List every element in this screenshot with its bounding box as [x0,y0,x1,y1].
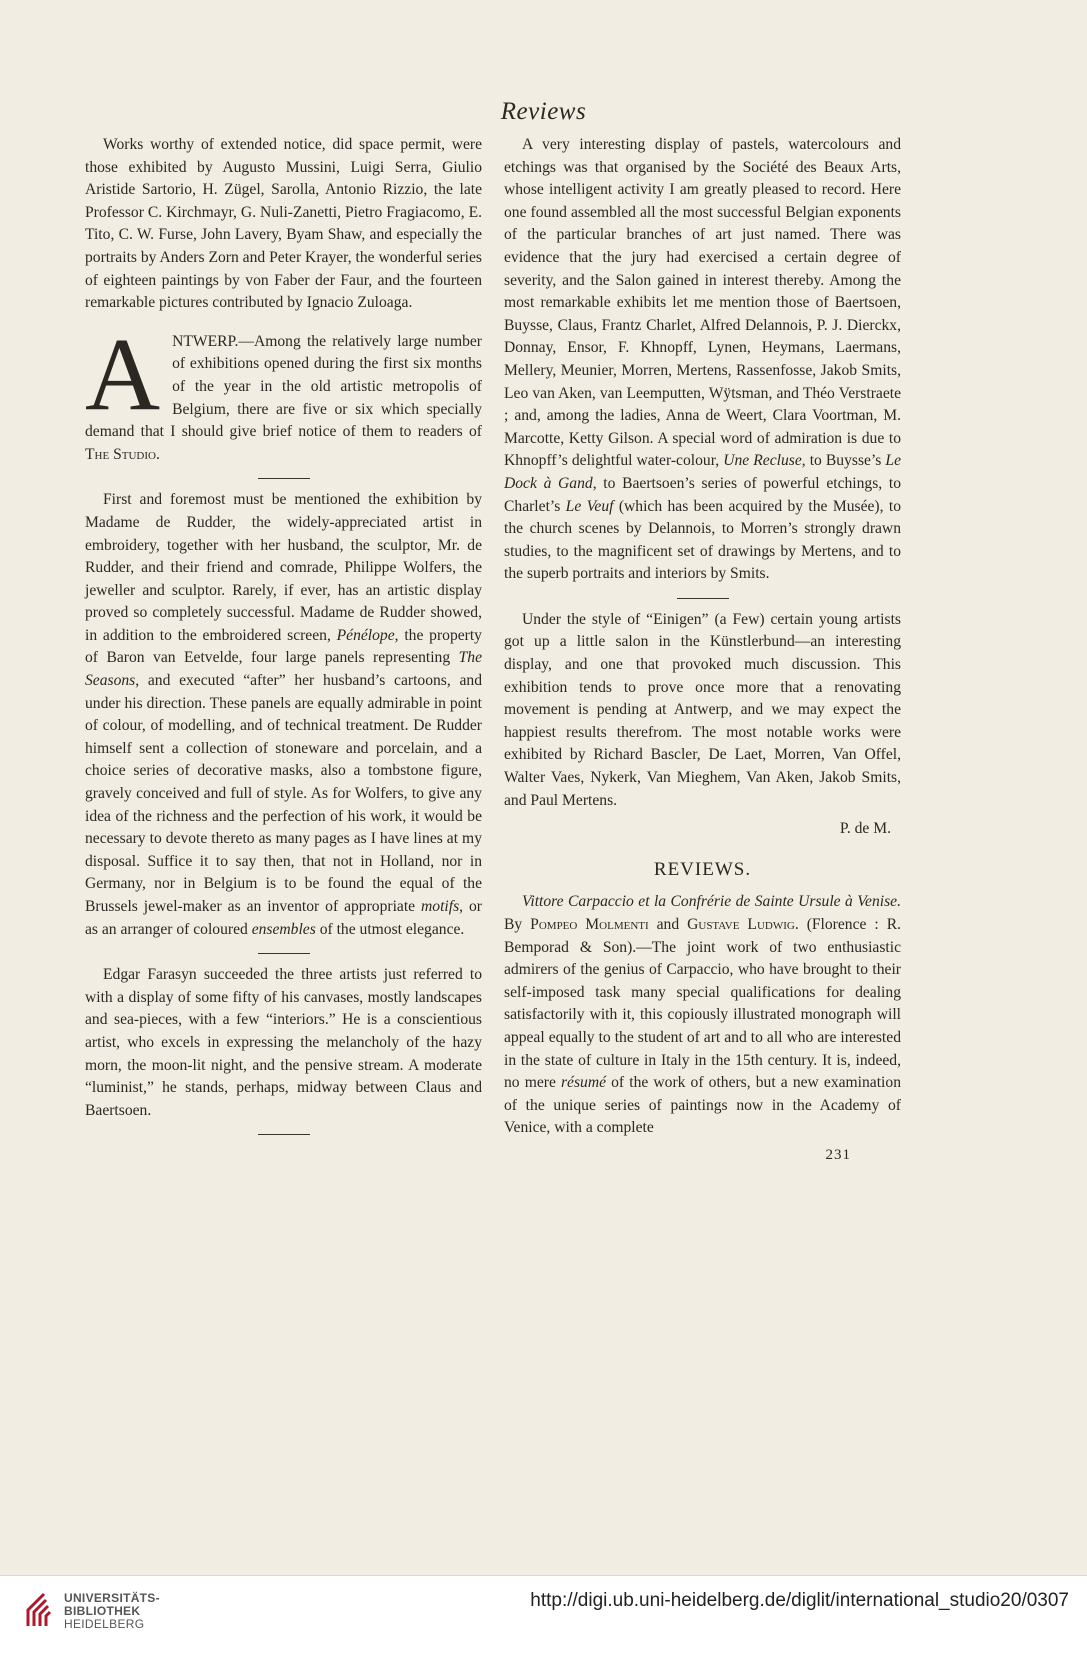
text: First and foremost must be mentioned the exhibition by Madame de Rudder, the widely-appreciated artist in embroidery, together with her husband, the sculptor, Mr. de Rudder, and their friend and comrade, Philippe Wolfers, the jeweller and sculptor. Rarely, if ever, has an artistic display proved so completely successful. Madame de Rudder showed, in addition to the embroidered screen, [85,491,482,644]
text: . (Florence : R. Bemporad & Son).—The joint work of two enthusiastic admirers of the genius of Carpaccio, who have brought to their self-imposed task many special qualifications for dealing satisfactorily with it, this copiously illustrated monograph will appeal equally to the student of art and to all who are interested in the state of culture in Italy in the 15th century. It is, indeed, no mere [504,916,901,1092]
paragraph: Edgar Farasyn succeeded the three artists just referred to with a display of some fifty of his canvases, mostly landscapes and sea-pieces, with a few “interiors.” He is a conscientious artist, who excels in expressing the melancholy of the hazy morn, the moon-lit night, and the pensive stream. A moderate “luminist,” he stands, perhaps, midway between Claus and Baertsoen. [85,966,482,1119]
running-head: Reviews [500,98,587,125]
italic-title: Pénélope [336,626,395,644]
library-name-line: BIBLIOTHEK [64,1604,141,1618]
text: By [504,916,531,933]
text: , and executed “after” her husband’s cartoons, and under his direction. These panels are equally admirable in point of colour, of modelling, and of technical treatment. De Rudder himself sent a collection of stoneware and porcelain, and a choice series of decorative masks, also a tombstone figure, gravely conceived and full of style. As for Wolfers, to give any idea of the richness and the perfection of his work, it would be necessary to devote thereto as many pages as I have lines at my disposal. Suffice it to say then, that not in Holland, nor in Germany, nor in Belgium is to be found the equal of the Brussels jewel-maker as an inventor of appropriate [85,672,482,915]
text: of the work of others, but a new examination of the unique series of paintings now in the Academy of Venice, with a complete [504,1074,901,1137]
library-name-line: HEIDELBERG [64,1617,145,1631]
antwerp-paragraph [85,316,482,467]
italic-title: Le Dock à Gand [504,452,902,492]
paragraph: Under the style of “Einigen” (a Few) certain young artists got up a little salon in the Künstlerbund—an interesting display, and one that provoked much discussion. This exhibition tends to prove once more that a renovating movement is pending at Antwerp, and we may expect the happiest results therefrom. The most notable works were exhibited by Richard Bascler, De Laet, Morren, Van Offel, Walter Vaes, Nykerk, Van Mieghem, Van Aken, Jakob Smits, and Paul Mertens. [504,610,901,809]
review-paragraph [504,891,901,1140]
text: A very interesting display of pastels, watercolours and etchings was that organised by the Société des Beaux Arts, whose intelligent activity I am greatly pleased to record. Here one found assembled all the most successful Belgian exponents of the particular branches of art just named. There was evidence that the jury had exercised a certain degree of severity, and the Salon gained in interest thereby. Among the most remarkable exhibits let me mention those of Baertsoen, Buysse, Claus, Frantz Charlet, Alfred Delannois, P. J. Dierckx, Donnay, Ensor, F. Khnopff, Lynen, Heymans, Laermans, Mellery, Meunier, Morren, Mertens, Rassenfosse, Jakob Smits, Leo van Aken, van Leemputten, Wÿtsman, and Théo Verstraete ; and, among the ladies, Anna de Weert, Clara Voortman, M. Marcotte, Ketty Gilson. A special word of admiration is due to Khnopff’s delightful water-colour, [504,136,901,470]
italic-term: motifs [421,898,460,915]
paragraph: Works worthy of extended notice, did space permit, were those exhibited by Augusto Mussini, Luigi Serra, Giulio Aristide Sartorio, H. Zügel, Sarolla, Antonio Rizzio, the late Professor C. Kirchmayr, G. Nuli-Zanetti, Pietro Fragiacomo, E. Tito, C. W. Furse, John Lavery, Byam Shaw, and especially the portraits by Anders Zorn and Peter Krayer, the wonderful series of eighteen paintings by von Faber der Faur, and the fourteen remarkable pictures contributed by Ignacio Zuloaga. [85,136,482,312]
italic-term: résumé [560,1074,607,1092]
text: , to Buysse’s [801,452,882,470]
drop-cap: A [85,316,161,432]
period: . [155,445,160,463]
text: , the property of Baron van Eetvelde, four large panels representing [85,626,482,667]
text: and [648,916,688,933]
paragraph-text: NTWERP.—Among the relatively large number of exhibitions opened during the first six months of the year in the old artistic metropolis of Belgium, there are five or six which specially demand that I should give brief notice of them to readers of [85,332,482,441]
library-name-line: UNIVERSITÄTS- [64,1591,160,1605]
separator-rule [258,1134,310,1135]
right-column [504,134,901,1167]
reviews-heading: REVIEWS. [653,858,752,880]
separator-rule [677,598,729,599]
footer-bar [0,1575,1087,1653]
signature: P. de M. [839,820,891,838]
text: , or as an arranger of coloured [85,898,482,938]
italic-title: Le Veuf [565,497,614,515]
text: , to Baertsoen’s series of powerful etchings, to Charlet’s [504,474,901,515]
author-name: Pompeo Molmenti [530,916,649,933]
studio-smallcaps: The Studio [85,445,156,463]
italic-term: ensembles [251,920,316,938]
author-name: Gustave Ludwig [687,916,795,933]
italic-title: The Seasons [85,649,482,690]
paragraph [504,134,901,586]
separator-rule [258,478,310,479]
text: of the utmost elegance. [315,920,465,938]
paragraph [85,489,482,941]
page-number: 231 [825,1146,851,1163]
left-column [85,134,482,1145]
text: (which has been acquired by the Musée), to the church scenes by Delannois, to Morren’s strongly drawn studies, to the magnificent set of drawings by Mertens, and to the superb portraits and interiors by Smits. [504,497,901,583]
library-logo-icon[interactable] [24,1590,64,1630]
library-name [64,1592,160,1631]
italic-title: Une Recluse [723,452,802,470]
permalink-url[interactable]: http://digi.ub.uni-heidelberg.de/diglit/international_studio20/0307 [530,1590,1069,1611]
review-title: Vittore Carpaccio et la Confrérie de Sainte Ursule à Venise. [522,893,901,911]
separator-rule [258,953,310,954]
